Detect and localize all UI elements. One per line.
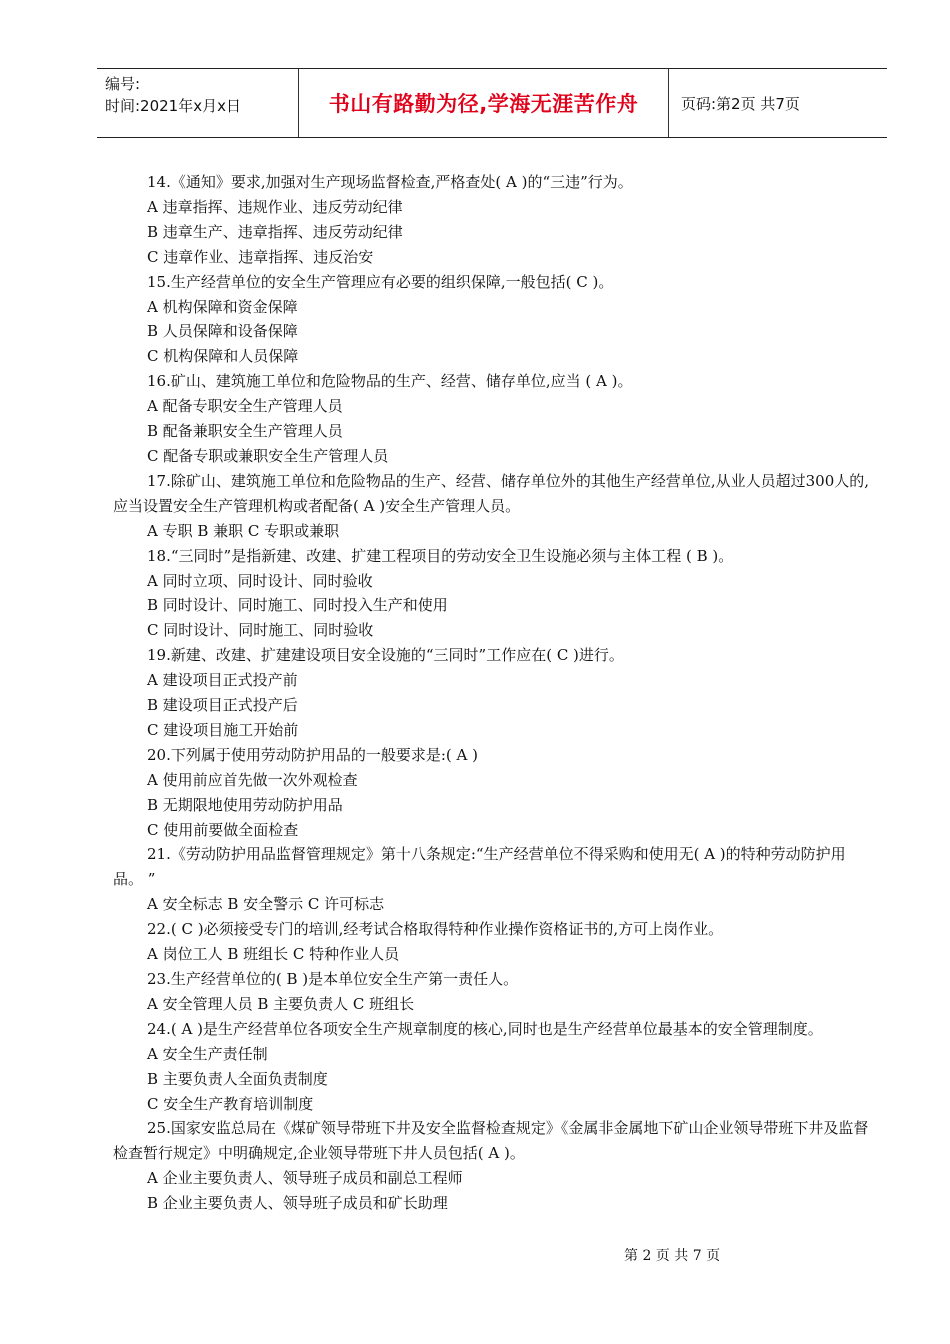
- question-option: C 同时设计、同时施工、同时验收: [147, 621, 374, 640]
- question-option: A 岗位工人 B 班组长 C 特种作业人员: [147, 945, 400, 964]
- question-option: A 违章指挥、违规作业、违反劳动纪律: [147, 197, 403, 216]
- page-header: [97, 68, 887, 138]
- question-item: [113, 967, 873, 1017]
- question-item: [113, 369, 873, 469]
- header-divider: [668, 69, 669, 137]
- question-item: [113, 917, 873, 967]
- question-option: A 配备专职安全生产管理人员: [147, 397, 343, 416]
- question-option: C 使用前要做全面检查: [147, 820, 299, 839]
- question-item: [113, 469, 873, 544]
- question-item: [113, 1116, 873, 1216]
- question-item: [113, 170, 873, 270]
- question-stem: 20.下列属于使用劳动防护用品的一般要求是:( A ): [147, 745, 478, 764]
- question-option: A 使用前应首先做一次外观检查: [147, 770, 358, 789]
- question-item: [113, 743, 873, 843]
- question-stem: 23.生产经营单位的( B )是本单位安全生产第一责任人。: [147, 970, 519, 988]
- question-option: B 主要负责人全面负责制度: [147, 1069, 328, 1088]
- question-option: A 专职 B 兼职 C 专职或兼职: [147, 521, 340, 540]
- question-option: B 违章生产、违章指挥、违反劳动纪律: [147, 222, 403, 241]
- question-option: B 配备兼职安全生产管理人员: [147, 422, 343, 441]
- question-option: C 安全生产教育培训制度: [147, 1094, 314, 1113]
- question-item: [113, 643, 873, 743]
- question-option: A 建设项目正式投产前: [147, 671, 298, 690]
- question-option: A 安全管理人员 B 主要负责人 C 班组长: [147, 994, 415, 1013]
- question-option: C 配备专职或兼职安全生产管理人员: [147, 446, 389, 465]
- question-option: B 同时设计、同时施工、同时投入生产和使用: [147, 596, 448, 615]
- question-option: A 安全标志 B 安全警示 C 许可标志: [147, 895, 385, 914]
- question-option: A 安全生产责任制: [147, 1044, 268, 1063]
- question-option: A 机构保障和资金保障: [147, 297, 298, 316]
- question-item: [113, 1017, 873, 1117]
- question-stem: 25.国家安监总局在《煤矿领导带班下井及安全监督检查规定》《金属非金属地下矿山企业领导带班下井及监督检查暂行规定》中明确规定,企业领导带班下井人员包括( A )。: [113, 1119, 869, 1163]
- question-option: C 违章作业、违章指挥、违反治安: [147, 247, 374, 266]
- question-stem: 22.( C )必须接受专门的培训,经考试合格取得特种作业操作资格证书的,方可上岗作业。: [147, 920, 724, 939]
- question-stem: 24.( A )是生产经营单位各项安全生产规章制度的核心,同时也是生产经营单位最基本的安全管理制度。: [147, 1019, 823, 1038]
- question-option: A 企业主要负责人、领导班子成员和副总工程师: [147, 1169, 463, 1188]
- time-label: 时间:2021年x月x日: [105, 97, 241, 115]
- question-stem: 21.《劳动防护用品监督管理规定》第十八条规定:“生产经营单位不得采购和使用无( A )的特种劳动防护用品。 ”: [113, 845, 846, 889]
- question-option: B 无期限地使用劳动防护用品: [147, 795, 343, 814]
- question-item: [113, 544, 873, 644]
- question-stem: 17.除矿山、建筑施工单位和危险物品的生产、经营、储存单位外的其他生产经营单位,从业人员超过300人的,应当设置安全生产管理机构或者配备( A )安全生产管理人员。: [113, 471, 870, 515]
- question-stem: 18.“三同时”是指新建、改建、扩建工程项目的劳动安全卫生设施必须与主体工程 ( B )。: [147, 546, 734, 565]
- question-stem: 15.生产经营单位的安全生产管理应有必要的组织保障,一般包括( C )。: [147, 272, 614, 291]
- header-page-info: 页码:第2页 共7页: [681, 94, 800, 113]
- number-label: 编号:: [105, 75, 141, 93]
- question-item: [113, 270, 873, 370]
- question-option: B 人员保障和设备保障: [147, 322, 298, 341]
- question-item: [113, 842, 873, 917]
- question-stem: 14.《通知》要求,加强对生产现场监督检查,严格查处( A )的“三违”行为。: [147, 173, 633, 191]
- page-footer: 第 2 页 共 7 页: [624, 1248, 721, 1264]
- question-option: B 企业主要负责人、领导班子成员和矿长助理: [147, 1194, 448, 1213]
- question-stem: 19.新建、改建、扩建建设项目安全设施的“三同时”工作应在( C )进行。: [147, 646, 624, 665]
- question-option: A 同时立项、同时设计、同时验收: [147, 571, 373, 590]
- header-meta: [105, 73, 300, 117]
- question-option: C 建设项目施工开始前: [147, 720, 299, 739]
- header-motto: 书山有路勤为径,学海无涯苦作舟: [328, 92, 639, 116]
- question-option: C 机构保障和人员保障: [147, 347, 299, 366]
- question-option: B 建设项目正式投产后: [147, 696, 298, 715]
- question-list: [113, 170, 873, 1216]
- question-stem: 16.矿山、建筑施工单位和危险物品的生产、经营、储存单位,应当 ( A )。: [147, 372, 633, 391]
